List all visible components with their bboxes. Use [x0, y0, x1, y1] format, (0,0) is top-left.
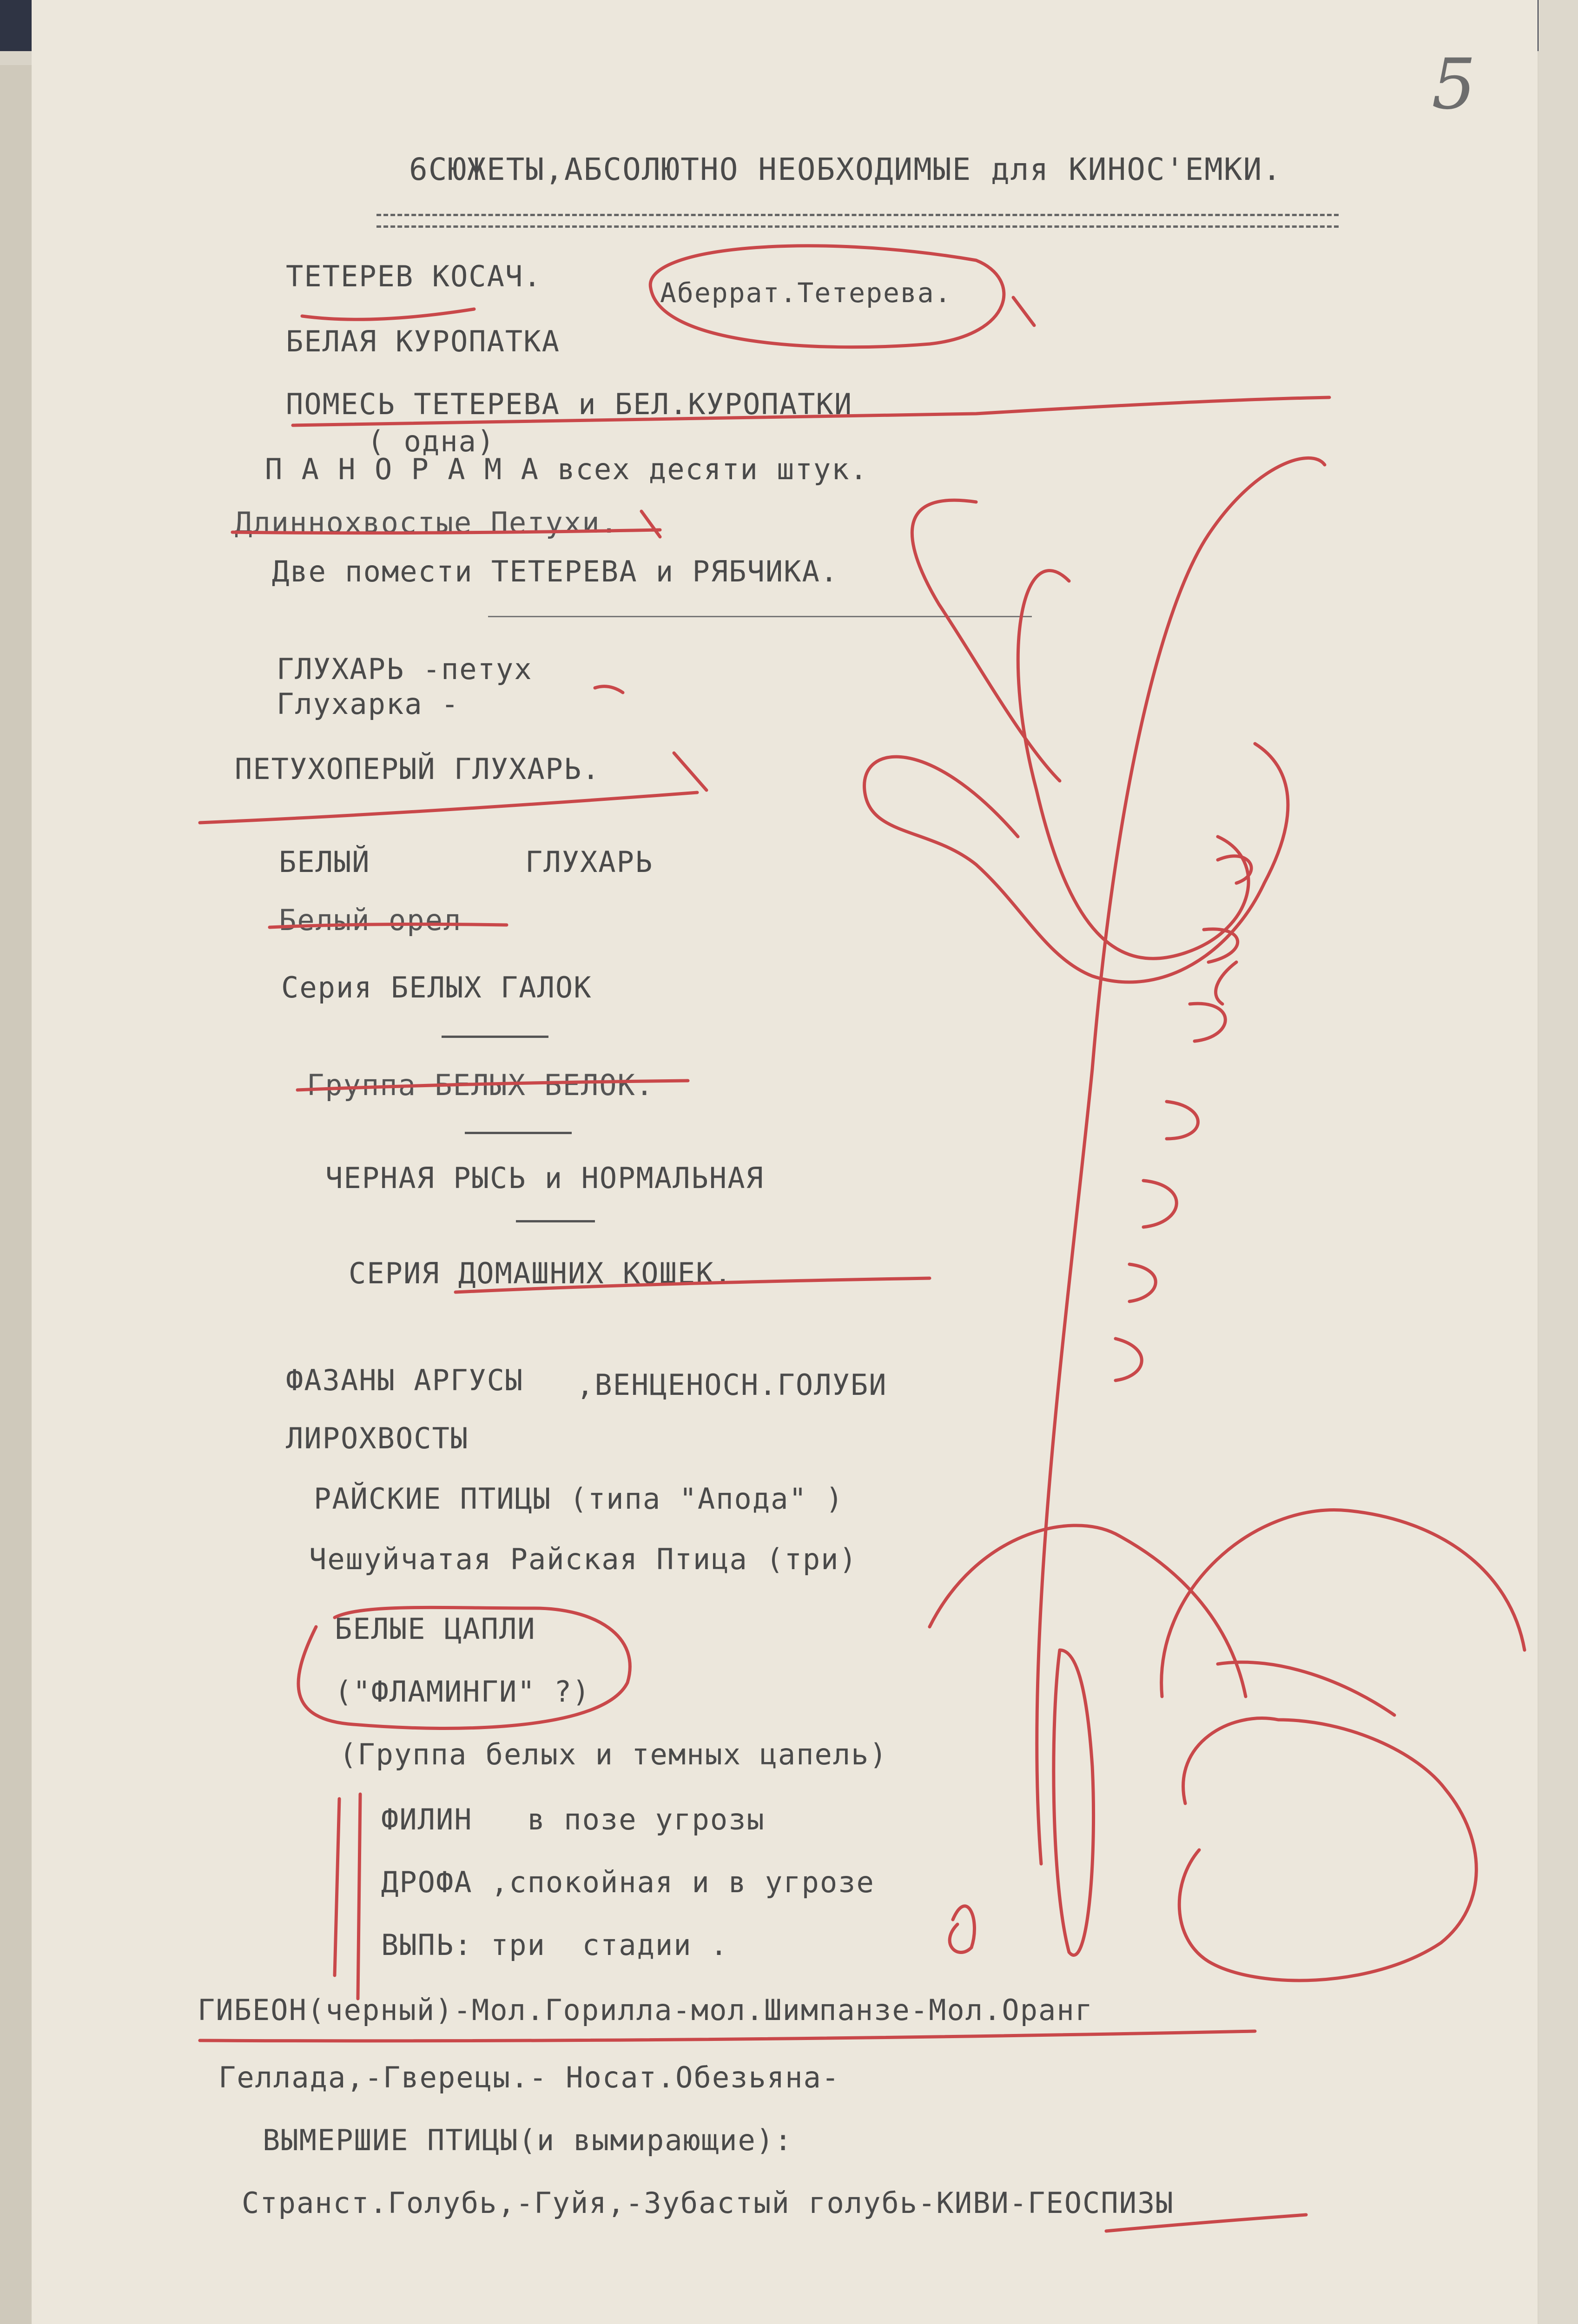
entry-gruppa-tsapel: (Группа белых и темных цапель)	[339, 1737, 888, 1771]
circle-aberrat	[650, 246, 1004, 347]
entry-drofa: ДРОФА ,спокойная и в угрозе	[381, 1865, 875, 1899]
underline-petukhoperiy	[200, 792, 697, 823]
entry-belki-struck: Группа БЕЛЫХ БЕЛОК.	[307, 1068, 654, 1102]
entry-stranst: Странст.Голубь,-Гуйя,-Зубастый голубь-КИВИ-ГЕОСПИЗЫ	[242, 2186, 1174, 2220]
entry-kuropatka: БЕЛАЯ КУРОПАТКА	[286, 324, 560, 358]
doodle-loop	[1129, 1264, 1155, 1301]
underline-teterev	[302, 309, 474, 319]
entry-vyp: ВЫПЬ: три стадии .	[381, 1928, 729, 1962]
entry-petukhi-struck: Длиннохвостые Петухи.	[235, 506, 619, 540]
strike-belki	[297, 1081, 688, 1090]
doodle-loop	[1190, 1004, 1225, 1041]
doodle-flourish-3	[912, 500, 1060, 781]
circle-tsapli	[298, 1607, 630, 1728]
tick-petukhoperiy	[674, 753, 706, 790]
entry-panorama: П А Н О Р А М А всех десяти штук.	[265, 452, 868, 486]
doodle-arc	[930, 1525, 1246, 1697]
strike-petukhi	[232, 530, 660, 533]
page-title: 6СЮЖЕТЫ,АБСОЛЮТНО НЕОБХОДИМЫЕ для КИНОС'ЕМКИ.	[409, 152, 1282, 187]
underline-pomes	[293, 397, 1329, 425]
doodle-cloud-2	[1179, 1718, 1476, 1981]
bracket-filin	[335, 1799, 339, 1975]
tick-petukhi	[641, 511, 660, 537]
tick-glukhar	[595, 687, 623, 693]
entry-fazany: ФАЗАНЫ АРГУСЫ	[286, 1363, 524, 1397]
entry-rys: ЧЕРНАЯ РЫСЬ и НОРМАЛЬНАЯ	[325, 1161, 764, 1195]
entry-dve-pomesi: Две помести ТЕТЕРЕВА и РЯБЧИКА.	[272, 555, 839, 588]
underline-koshki	[456, 1278, 930, 1292]
entry-teterev: ТЕТЕРЕВ КОСАЧ.	[286, 259, 542, 293]
doodle-bird	[865, 744, 1288, 982]
entry-rayskie: РАЙСКИЕ ПТИЦЫ (типа "Апода" )	[314, 1482, 844, 1516]
doodle-cloud	[1162, 1510, 1525, 1697]
entry-golubi: ,ВЕНЦЕНОСН.ГОЛУБИ	[576, 1368, 887, 1402]
entry-lirokhvosty: ЛИРОХВОСТЫ	[286, 1421, 469, 1455]
entry-odna: ( одна)	[367, 424, 495, 458]
entry-beliy-glukhar-word-2: ГЛУХАРЬ	[525, 845, 654, 879]
entry-aberrat: Аберрат.Тетерева.	[660, 277, 952, 309]
entry-flamingi: ("ФЛАМИНГИ" ?)	[335, 1675, 591, 1709]
doodle-loop	[1116, 1339, 1142, 1380]
entry-cheshuychataya: Чешуйчатая Райская Птица (три)	[309, 1542, 858, 1576]
entry-tsapli: БЕЛЫЕ ЦАПЛИ	[335, 1612, 536, 1646]
doodle-scribble	[950, 1906, 974, 1953]
entry-beliy-oryol-struck: Белый орел	[279, 903, 462, 937]
doodle-oval	[1054, 1650, 1094, 1955]
entry-gellada: Гелладa,-Гверецы.- Носат.Обезьяна-	[218, 2060, 840, 2094]
entry-galki: Серия БЕЛЫХ ГАЛОК	[281, 971, 592, 1004]
doodle-small	[1216, 962, 1236, 1004]
entry-pomes: ПОМЕСЬ ТЕТЕРЕВА и БЕЛ.КУРОПАТКИ	[286, 387, 853, 421]
underline-geospizy	[1106, 2215, 1306, 2231]
doodle-loop	[1143, 1181, 1176, 1227]
doodle-loop	[1167, 1102, 1198, 1139]
entry-petukhoperiy: ПЕТУХОПЕРЫЙ ГЛУХАРЬ.	[235, 752, 601, 786]
bracket-filin-2	[358, 1794, 360, 1999]
entry-beliy-glukhar-word: БЕЛЫЙ	[279, 845, 370, 879]
entry-vymershie: ВЫМЕРШИЕ ПТИЦЫ(и вымирающие):	[263, 2123, 793, 2157]
page-number: 5	[1432, 44, 1476, 125]
doodle-flourish	[1037, 458, 1325, 1864]
strike-beliy-oryol	[270, 924, 507, 927]
entry-gibbon: ГИБЕОН(черный)-Мол.Горилла-мол.Шимпанзе-Мол.Оранг	[198, 1993, 1094, 2027]
entry-koshki: СЕРИЯ ДОМАШНИХ КОШЕК.	[349, 1256, 733, 1290]
underline-gibbon	[200, 2031, 1255, 2041]
entry-glukharka: Глухарка -	[277, 687, 460, 721]
tick-aberrat	[1013, 297, 1034, 325]
entry-filin: ФИЛИН в позе угрозы	[381, 1802, 765, 1836]
entry-glukhar: ГЛУХАРЬ -петух	[277, 652, 533, 686]
